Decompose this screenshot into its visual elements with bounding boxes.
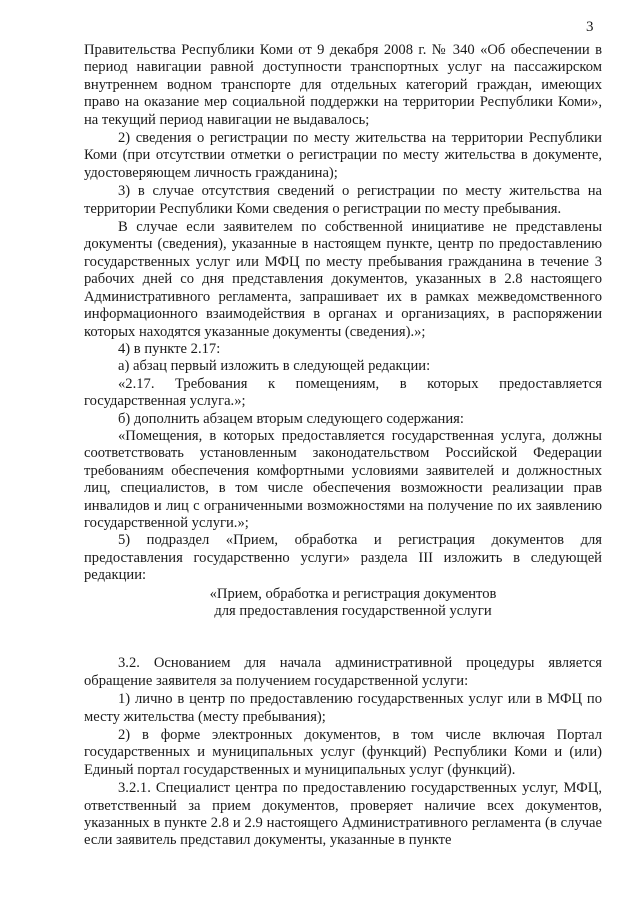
page-number: 3	[586, 19, 594, 35]
paragraph-continuation: Правительства Республики Коми от 9 декабря 2008 г. № 340 «Об обеспечении в период навигации равной доступности транспортных услуг на пассажирском внутреннем водном транспорте для отдельных категорий граждан, имеющих право на оказание мер социальной поддержки на территории Республики Коми», на текущий период навигации не выдавалось;	[84, 42, 602, 128]
paragraph-subitem-a: а) абзац первый изложить в следующей редакции:	[118, 358, 431, 375]
paragraph-item-2: 2) сведения о регистрации по месту жительства на территории Республики Коми (при отсутствии отметки о регистрации по месту жительства в документе, удостоверяющем личность гражданина);	[84, 130, 602, 181]
document-body	[84, 42, 602, 850]
paragraph-item-3: 3) в случае отсутствия сведений о регистрации по месту жительства на территории Республики Коми сведения о регистрации по месту пребывания.	[84, 183, 602, 217]
paragraph-point-5: 5) подраздел «Прием, обработка и регистрация документов для предоставления государственно услуги» раздела III изложить в следующей редакции:	[84, 532, 602, 584]
paragraph-premises: «Помещения, в которых предоставляется государственная услуга, должны соответствовать установленным законодательством Российской Федерации требованиям обеспечения комфортными условиями заявителей и должностных лиц, специалистов, в том числе обеспечения возможности реализации прав инвалидов и лиц с ограниченными возможностями на получение по их заявлению государственной услуги.»;	[84, 427, 602, 531]
paragraph-requirements-2-17: «2.17. Требования к помещениям, в которых предоставляется государственная услуга.»;	[84, 375, 602, 410]
paragraph-point-4: 4) в пункте 2.17:	[118, 340, 221, 357]
subsection-heading-line-2: для предоставления государственной услуги	[214, 603, 492, 619]
paragraph-subitem-b: б) дополнить абзацем вторым следующего содержания:	[118, 410, 464, 427]
paragraph-interagency-request: В случае если заявителем по собственной инициативе не представлены документы (сведения), указанные в настоящем пункте, центр по предоставлению государственных услуг или МФЦ по месту пребывания гражданина в течение 3 рабочих дней со дня представления документов, указанных в 2.8 настоящего Административного регламента, запрашивает их в рамках межведомственного информационного взаимодействия в органах и организациях, в распоряжении которых находятся указанные документы (сведения).»;	[84, 219, 602, 340]
paragraph-3-2-item-2: 2) в форме электронных документов, в том числе включая Портал государственных и муниципальных услуг (функций) Республики Коми и (или) Единый портал государственных и муниципальных услуг (функций).	[84, 727, 602, 778]
blank-space	[84, 620, 602, 655]
paragraph-3-2-item-1: 1) лично в центр по предоставлению государственных услуг или в МФЦ по месту жительства (месту пребывания);	[84, 691, 602, 725]
paragraph-3-2-1: 3.2.1. Специалист центра по предоставлению государственных услуг, МФЦ, ответственный за прием документов, проверяет наличие всех документов, указанных в пункте 2.8 и 2.9 настоящего Административного регламента (в случае если заявитель представил документы, указанные в пункте	[84, 780, 602, 849]
subsection-heading	[84, 586, 602, 621]
subsection-heading-line-1: «Прием, обработка и регистрация документов	[209, 585, 497, 602]
paragraph-3-2: 3.2. Основанием для начала административной процедуры является обращение заявителя за получением государственной услуги:	[84, 655, 602, 689]
